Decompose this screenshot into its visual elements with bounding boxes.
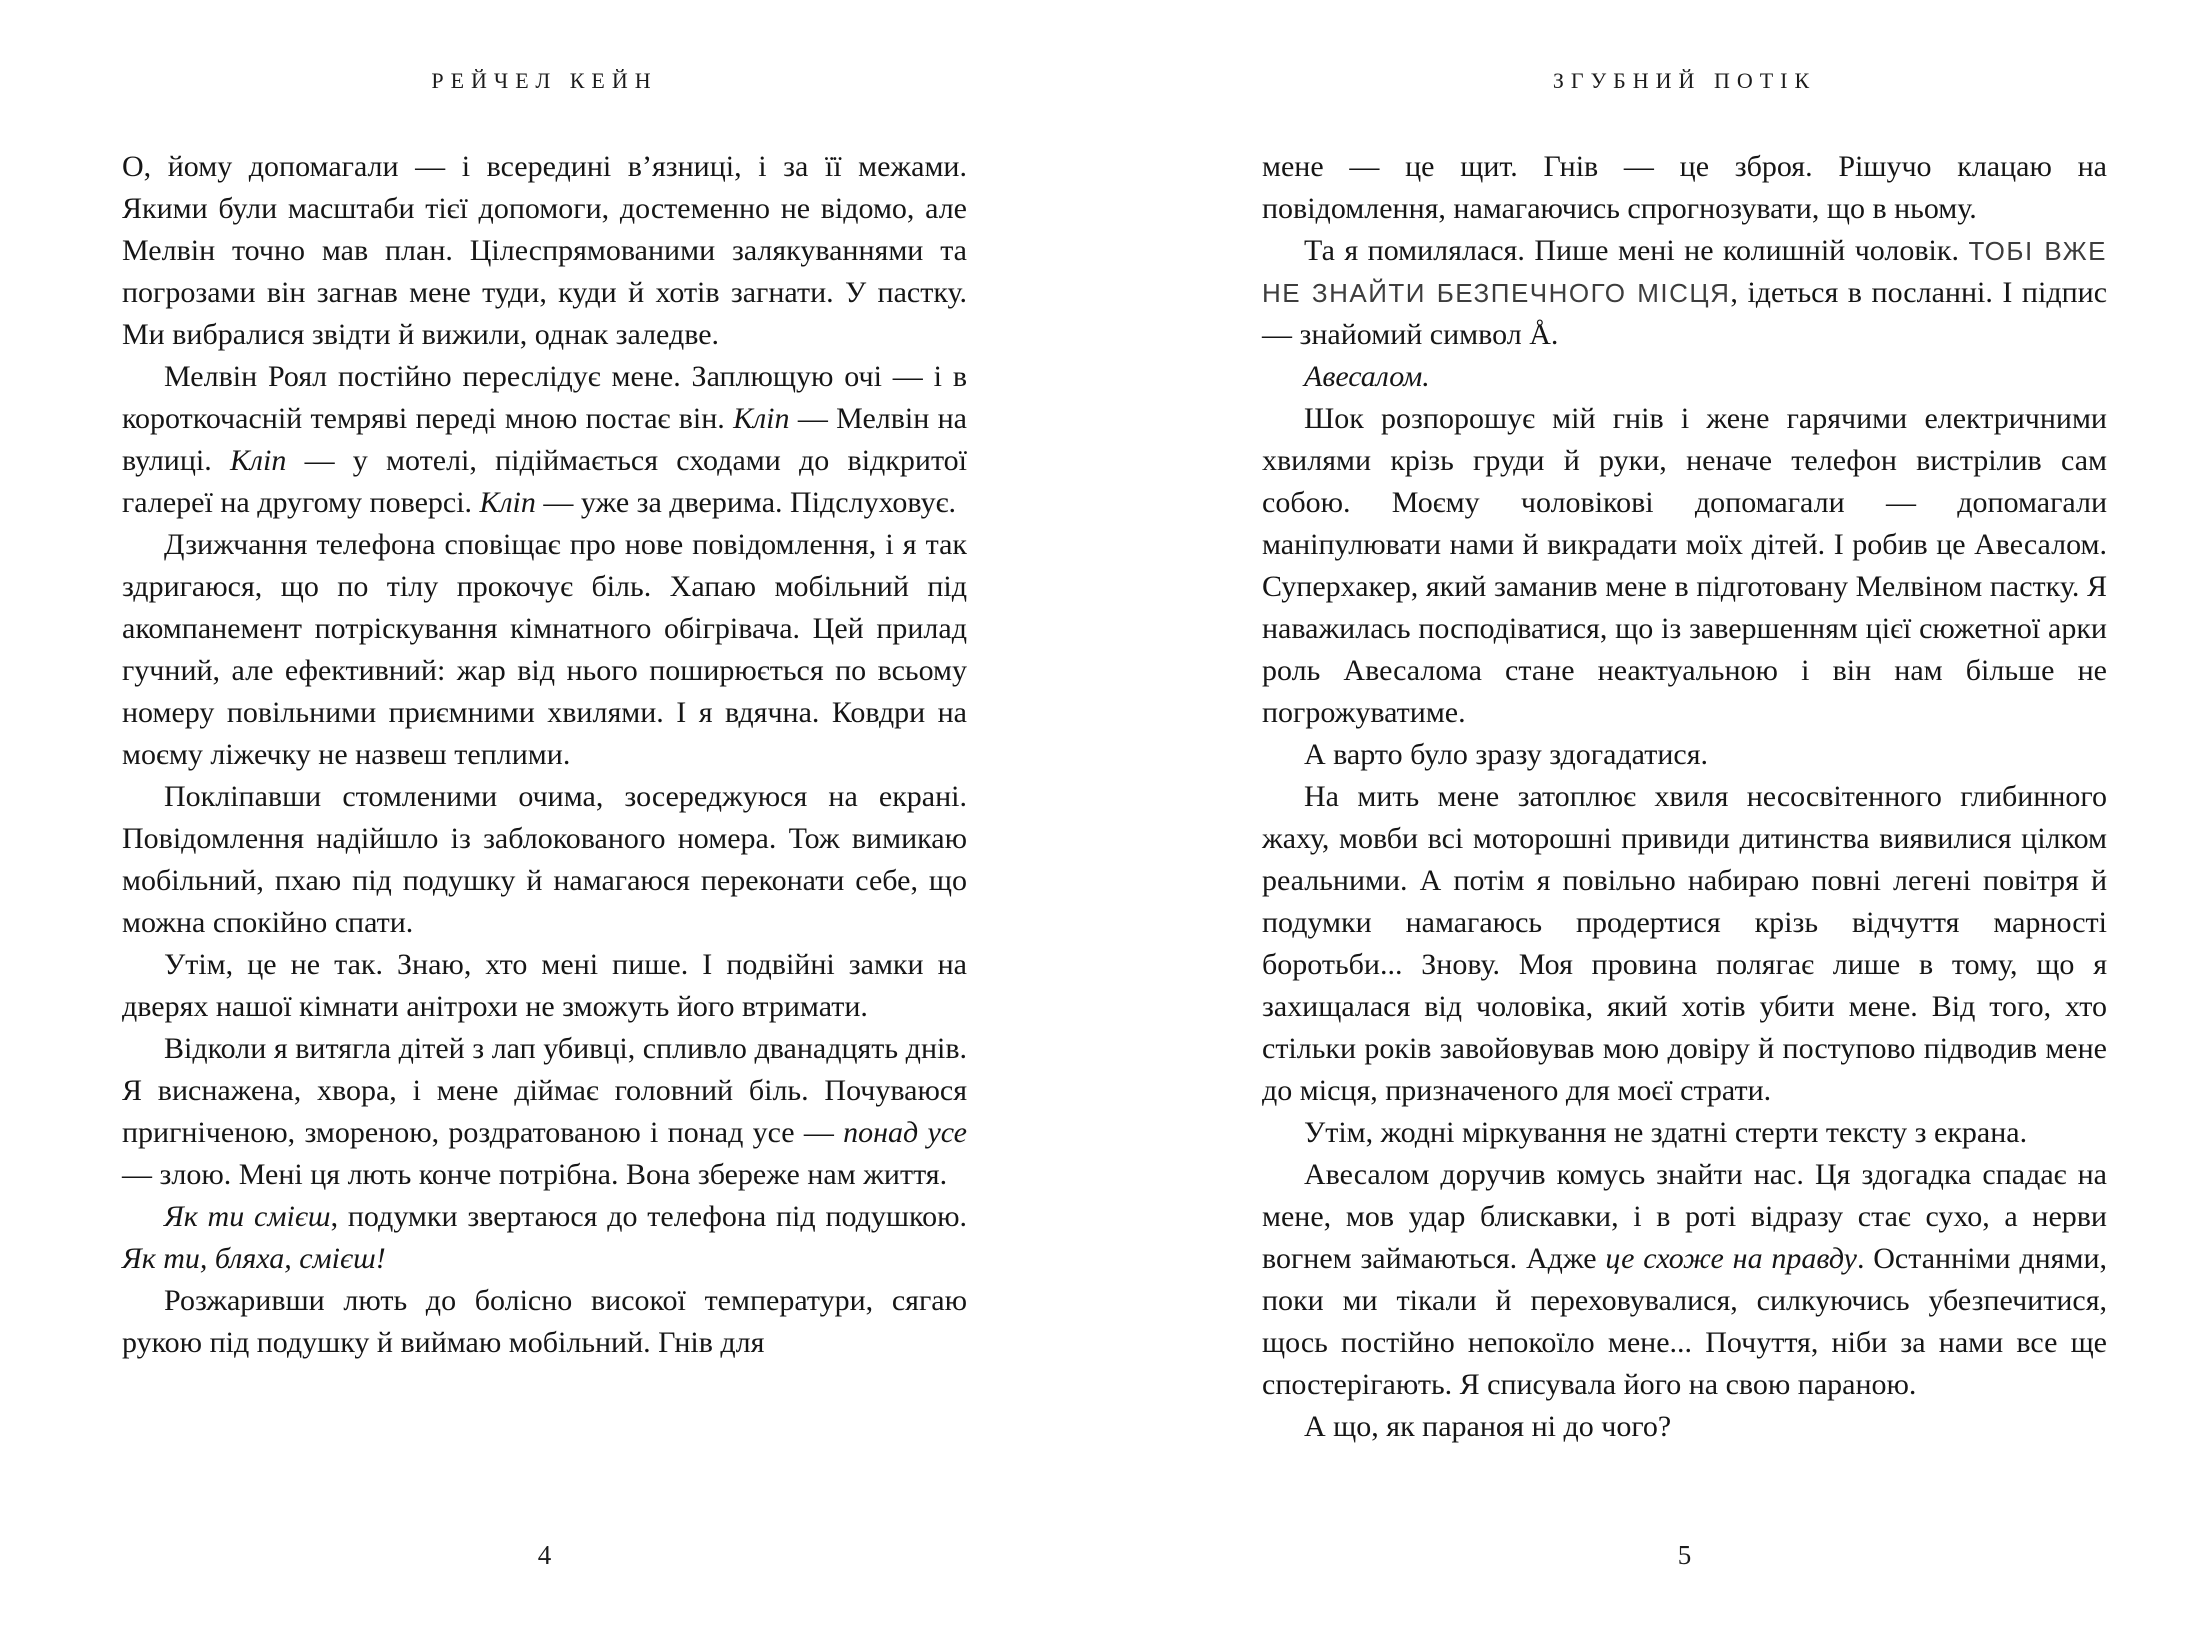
paragraph <box>1262 1112 2107 1154</box>
paragraph <box>1262 1154 2107 1406</box>
body-text: Шок розпорошує мій гнів і жене гарячими електричними хвилями крізь груди й руки, неначе телефон вистрілив сам собою. Моєму чоловікові допомагали — допомагали маніпулювати нами й викрадати моїх дітей. І робив це Авесалом. Суперхакер, який заманив мене в підготовану Мелвіном пастку. Я наважилась посподіватися, що із завершенням цієї сюжетної арки роль Авесалома стане неактуальною і він нам більше не погрожуватиме. <box>1262 402 2107 729</box>
italic-text: Як ти, бляха, смієш! <box>122 1242 386 1275</box>
paragraph <box>122 1196 967 1280</box>
page-number-right: 5 <box>1677 1540 1692 1570</box>
body-text: Мелвін Роял постійно переслідує мене. Заплющую очі — і в короткочасній темряві переді мною постає він. <box>122 360 967 435</box>
page-number-left: 4 <box>537 1540 552 1570</box>
italic-text: Кліп <box>733 402 790 435</box>
paragraph <box>1262 776 2107 1112</box>
body-text: А варто було зразу здогадатися. <box>1304 738 1709 771</box>
body-text: Розжаривши лють до болісно високої температури, сягаю рукою під подушку й виймаю мобільний. Гнів для <box>122 1284 967 1359</box>
text-block-right <box>1262 146 2107 1448</box>
body-text: , подумки звертаюся до телефона під подушкою. <box>330 1200 967 1233</box>
body-text: На мить мене затоплює хвиля несосвітенного глибинного жаху, мовби всі моторошні привиди дитинства виявилися цілком реальними. А потім я повільно набираю повні легені повітря й подумки намагаюсь продертися крізь відчуття марності боротьби... Знову. Моя провина полягає лише в тому, що я захищалася від чоловіка, який хотів убити мене. Від того, хто стільки років завойовував мою довіру й поступово підводив мене до місця, призначеного для моєї страти. <box>1262 780 2107 1107</box>
italic-text: понад усе <box>843 1116 967 1149</box>
paragraph <box>1262 146 2107 230</box>
paragraph <box>122 524 967 776</box>
body-text: — у мотелі, підіймається сходами до відкритої галереї на другому поверсі. <box>122 444 967 519</box>
body-text: . Останніми днями, поки ми тікали й переховувалися, силкуючись убезпечитися, щось постійно непокоїло мене... Почуття, ніби за нами все ще спостерігають. Я списувала його на свою параною. <box>1262 1242 2107 1401</box>
italic-text: це схоже на правду <box>1605 1242 1857 1275</box>
page-right <box>1262 0 2107 1650</box>
body-text: Покліпавши стомленими очима, зосереджуюся на екрані. Повідомлення надійшло із заблокованого номера. Тож вимикаю мобільний, пхаю під подушку й намагаюся переконати себе, що можна спокійно спати. <box>122 780 967 939</box>
paragraph <box>1262 356 2107 398</box>
paragraph <box>1262 230 2107 356</box>
body-text: — уже за дверима. Підслуховує. <box>535 486 956 519</box>
paragraph <box>122 944 967 1028</box>
body-text: — Мелвін на вулиці. <box>122 402 967 477</box>
page-left <box>122 0 967 1650</box>
italic-text: Як ти смієш <box>164 1200 331 1233</box>
running-header-title: ЗГУБНИЙ ПОТІК <box>1552 68 1817 93</box>
body-text: Відколи я витягла дітей з лап убивці, спливло дванадцять днів. Я виснажена, хвора, і мене діймає головний біль. Почуваюся пригніченою, змореною, роздратованою і понад усе — <box>122 1032 967 1149</box>
body-text: Утім, це не так. Знаю, хто мені пише. І подвійні замки на дверях нашої кімнати анітрохи не зможуть його втримати. <box>122 948 967 1023</box>
paragraph <box>1262 1406 2107 1448</box>
running-header-author: РЕЙЧЕЛ КЕЙН <box>431 68 658 93</box>
body-text: Утім, жодні міркування не здатні стерти тексту з екрана. <box>1304 1116 2028 1149</box>
paragraph <box>122 1028 967 1196</box>
paragraph <box>122 1280 967 1364</box>
italic-text: Кліп <box>229 444 287 477</box>
paragraph <box>1262 398 2107 734</box>
body-text: мене — це щит. Гнів — це зброя. Рішучо клацаю на повідомлення, намагаючись спрогнозувати, що в ньому. <box>1262 150 2107 225</box>
message-caps-text: ТОБІ ВЖЕ НЕ ЗНАЙТИ БЕЗПЕЧНОГО МІСЦЯ <box>1262 236 2107 308</box>
paragraph <box>122 146 967 356</box>
italic-text: Авесалом. <box>1304 360 1430 393</box>
body-text: О, йому допомагали — і всередині в’язниці, і за її межами. Якими були масштаби тієї допомоги, достеменно не відомо, але Мелвін точно мав план. Цілеспрямованими залякуваннями та погрозами він загнав мене туди, куди й хотів загнати. У пастку. Ми вибралися звідти й вижили, однак заледве. <box>122 150 967 351</box>
body-text: — злою. Мені ця лють конче потрібна. Вона збереже нам життя. <box>122 1158 948 1191</box>
body-text: Дзижчання телефона сповіщає про нове повідомлення, і я так здригаюся, що по тілу прокочує біль. Хапаю мобільний під акомпанемент потріскування кімнатного обігрівача. Цей прилад гучний, але ефективний: жар від нього поширюється по всьому номеру повільними приємними хвилями. І я вдячна. Ковдри на моєму ліжечку не назвеш теплими. <box>122 528 967 771</box>
body-text: , ідеться в посланні. І підпис — знайомий символ Å. <box>1262 276 2108 351</box>
body-text: Та я помилялася. Пише мені не колишній чоловік. <box>1304 234 1969 267</box>
body-text: Авесалом доручив комусь знайти нас. Ця здогадка спадає на мене, мов удар блискавки, і в роті відразу стає сухо, а нерви вогнем займаються. Адже <box>1262 1158 2107 1275</box>
paragraph <box>1262 734 2107 776</box>
italic-text: Кліп <box>479 486 536 519</box>
paragraph <box>122 776 967 944</box>
paragraph <box>122 356 967 524</box>
body-text: А що, як параноя ні до чого? <box>1304 1410 1672 1443</box>
text-block-left <box>122 146 967 1364</box>
